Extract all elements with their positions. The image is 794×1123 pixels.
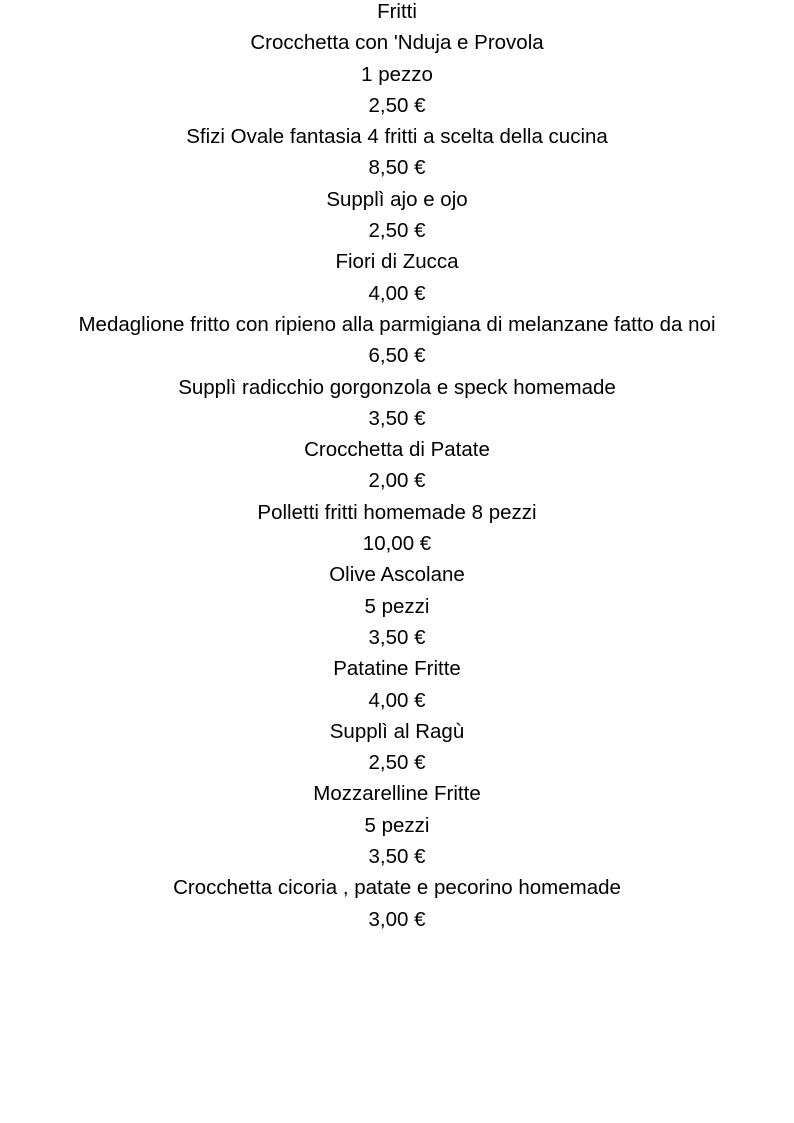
item-name: Medaglione fritto con ripieno alla parmigiana di melanzane fatto da noi	[78, 312, 716, 336]
menu-item	[0, 125, 794, 188]
item-name: Crocchetta cicoria , patate e pecorino homemade	[173, 876, 621, 900]
item-name: Sfizi Ovale fantasia 4 fritti a scelta della cucina	[186, 125, 608, 149]
item-detail: 1 pezzo	[361, 62, 433, 86]
item-detail: 5 pezzi	[364, 813, 430, 837]
item-price: 3,50 €	[368, 625, 426, 649]
menu-item	[0, 657, 794, 720]
item-price: 6,50 €	[368, 344, 426, 368]
item-name: Fiori di Zucca	[335, 250, 459, 274]
item-name: Supplì ajo e ojo	[326, 187, 468, 211]
menu-item	[0, 876, 794, 939]
menu-item	[0, 376, 794, 439]
section-title: Fritti	[377, 0, 417, 23]
menu-item	[0, 438, 794, 501]
item-price: 8,50 €	[368, 156, 426, 180]
item-price: 2,50 €	[368, 219, 426, 243]
item-price: 2,00 €	[368, 469, 426, 493]
item-price: 10,00 €	[362, 532, 432, 556]
item-name: Olive Ascolane	[329, 563, 465, 587]
item-price: 4,00 €	[368, 281, 426, 305]
menu-item	[0, 31, 794, 125]
menu-item	[0, 501, 794, 564]
item-price: 2,50 €	[368, 751, 426, 775]
menu-item	[0, 782, 794, 876]
item-price: 3,50 €	[368, 406, 426, 430]
menu-item	[0, 313, 794, 376]
menu-item	[0, 563, 794, 657]
menu-item	[0, 250, 794, 313]
item-name: Supplì radicchio gorgonzola e speck homemade	[178, 375, 616, 399]
item-name: Polletti fritti homemade 8 pezzi	[257, 500, 537, 524]
menu-item	[0, 188, 794, 251]
item-name: Mozzarelline Fritte	[313, 782, 481, 806]
menu-item	[0, 720, 794, 783]
item-name: Crocchetta con 'Nduja e Provola	[250, 31, 544, 55]
item-price: 3,00 €	[368, 907, 426, 931]
item-name: Supplì al Ragù	[329, 719, 465, 743]
item-name: Crocchetta di Patate	[304, 438, 490, 462]
item-price: 2,50 €	[368, 93, 426, 117]
item-price: 3,50 €	[368, 845, 426, 869]
item-name: Patatine Fritte	[333, 657, 461, 681]
item-detail: 5 pezzi	[364, 594, 430, 618]
item-price: 4,00 €	[368, 688, 426, 712]
